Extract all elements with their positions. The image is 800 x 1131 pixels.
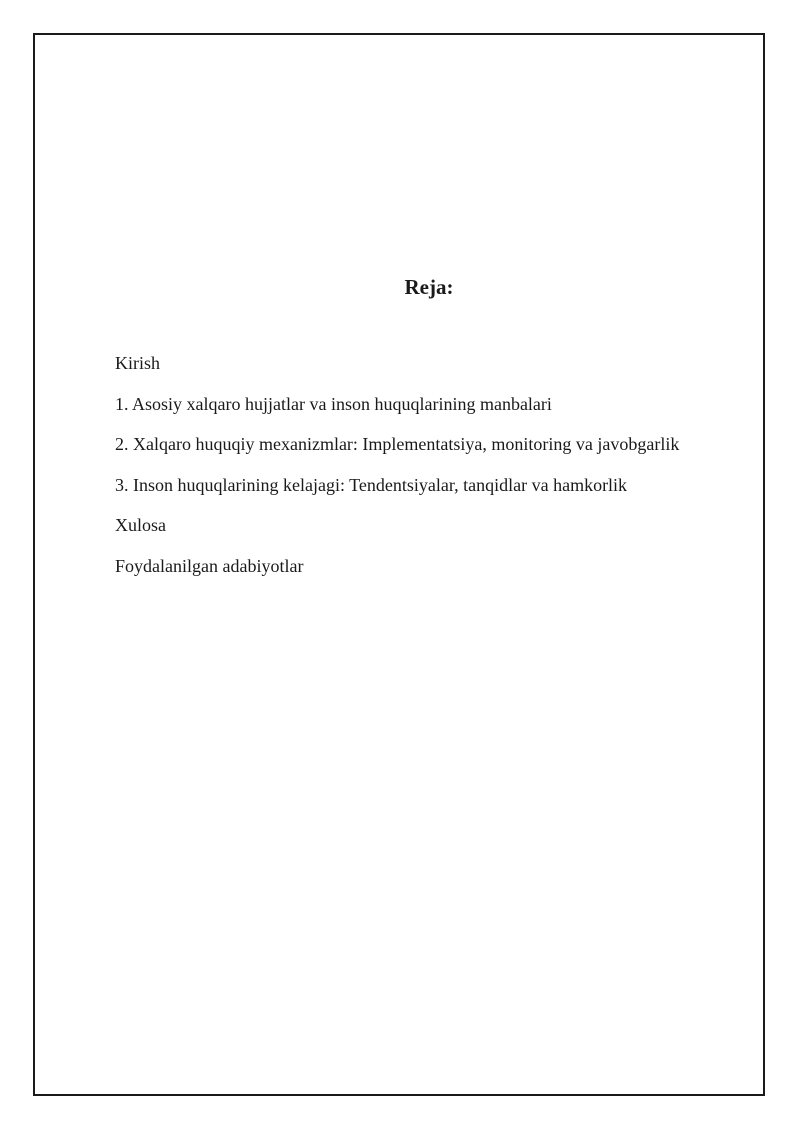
toc-item-conclusion: Xulosa bbox=[115, 515, 166, 535]
table-of-contents bbox=[115, 352, 679, 595]
toc-item-references: Foydalanilgan adabiyotlar bbox=[115, 555, 304, 576]
toc-item-section-1: 1. Asosiy xalqaro hujjatlar va inson huquqlarining manbalari bbox=[115, 393, 552, 414]
toc-item-section-3: 3. Inson huquqlarining kelajagi: Tendentsiyalar, tanqidlar va hamkorlik bbox=[115, 474, 628, 495]
toc-item-section-2: 2. Xalqaro huquqiy mexanizmlar: Implementatsiya, monitoring va javobgarlik bbox=[115, 434, 680, 454]
toc-item-introduction: Kirish bbox=[115, 353, 160, 373]
page-title: Reja: bbox=[404, 275, 454, 299]
